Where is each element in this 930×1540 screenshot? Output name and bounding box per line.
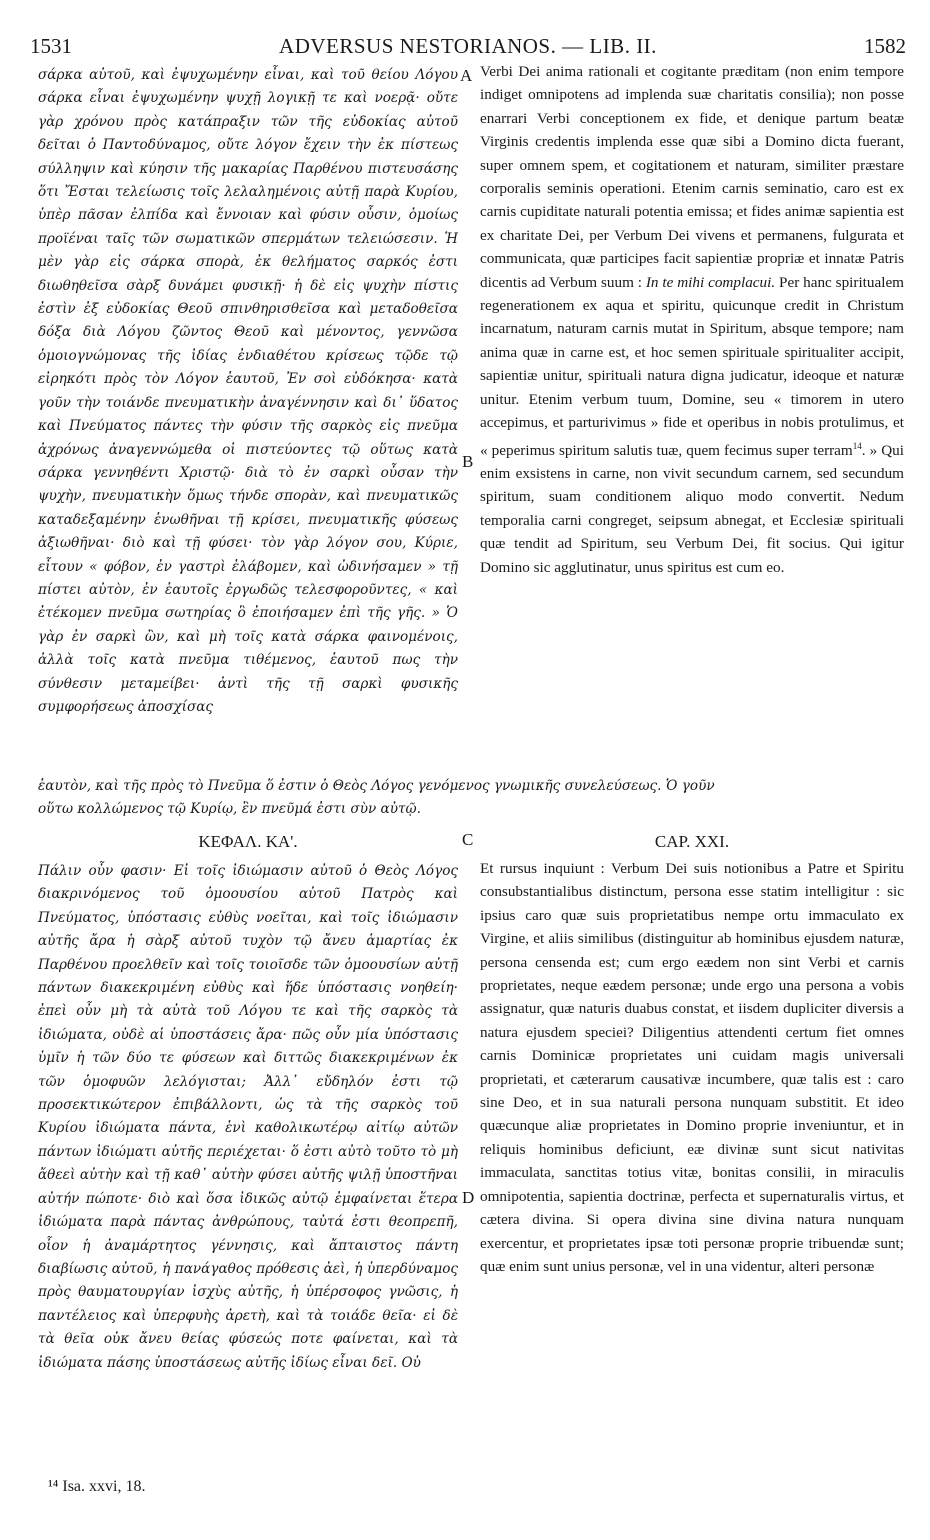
latin-column-top bbox=[480, 60, 904, 579]
chapter-heading-latin: CAP. XXI. bbox=[654, 832, 730, 851]
latin-top-text-2: Per hanc spiritualem regenerationem ex aqua et spiritu, quicunque credit in Christum incarnatum, naturam carnis mutat in Spiritum, absque tempore; nam anima quæ in carne est, et hoc semen spirituale spiritualiter accipit, sapientiæ unitur, spirituali natura digna judicatur, ideoque et naturæ unitur. Etenim verbum tuum, Domine, seu « timorem in utero accepimus, et parturivimus » fide et operibus in nobis protulimus, et « peperimus spiritum salutis tuæ, quem fecimus super terram bbox=[480, 273, 904, 459]
margin-marker-c: C bbox=[462, 830, 474, 849]
latin-top-text-1: Verbi Dei anima rationali et cogitante præditam (non enim tempore indiget omnipotens ad implenda suæ charitatis consilia); non posse enarrari Verbi conceptionem ex fide, et denique partum beatæ Virginis credentis implenda esse quæ sibi a Domino dicta fuerant, super omnem spem, et cogitationem et naturam, similiter præstare corporalis seminis operationi. Etenim carnis seminatio, caro est ex carnis cupiditate naturali potentia emissa; et fides animæ sapientia est ex charitate Dei, per Verbum Dei vivens et permanens, fulgurata et communicata, quæ participes facit sapientiæ propriæ et innatæ Patris dicentis ad Verbum suum : bbox=[480, 63, 904, 291]
latin-column-bottom: Et rursus inquiunt : Verbum Dei suis notionibus a Patre et Spiritu consubstantialibus distinctum, persona esse statim intelligitur : sic ipsius caro quæ suis proprietatibus nempe ortu immaculato ex Virgine, et aliis similibus (distinguitur ab hominibus ejusdem naturæ, persona censenda est; cum ergo eædem non sint Verbi et carnis proprietates, neque eædem personæ; unde ergo una persona a vobis assignatur, quæ naturis duabus constat, et iisdem dupliciter diversis a natura ejusdem speciei? Diligentius attendenti certum fiet omnes carnis Dominicæ proprietates uni cuidam magis universali proprietati, et cæterarum causativæ incumbere, quæ talis est : caro sine Deo, et in sua naturali persona nunquam substitit. Et ideo quæcunque aliæ proprietates in Domino proprie inveniuntur, et in reliquis hominibus deficiunt, eæ divinæ sunt sicut nativitas immaculata, sanctitas totius vitæ, bonitas consilii, in miraculis omnipotentia, sapientia doctrinæ, perfecta et supernaturalis virtus, et cætera divina. Si opera divina sine divina natura nunquam exercentur, et proprietates ipsæ toti personæ proprie tribuendæ sunt; quæ enim sunt unius personæ, vel in una videntur, alteri personæ bbox=[480, 860, 904, 1275]
greek-column-top: σάρκα αὐτοῦ, καὶ ἐψυχωμένην εἶναι, καὶ τοῦ θείου Λόγου σάρκα εἶναι ἐψυχωμένην ψυχῇ λογικῇ τε καὶ νοερᾷ· οὔτε γὰρ χρόνου πρὸς κατάπραξιν τῶν τῆς εὐδοκίας αὐτοῦ δεῖται ὁ Παντοδύναμος, οὔτε λόγον ἔχειν τὴν ἐκ πίστεως σύλληψιν καὶ κύησιν τῆς μακαρίας Παρθένου πιστευσάσης ὅτι Ἔσται τελείωσις τοῖς λελαλημένοις αὐτῇ παρὰ Κυρίου, ὑπὲρ πᾶσαν ἐλπίδα καὶ ἔννοιαν καὶ φύσιν οὖσιν, ὁμοίως προϊέναι ταῖς τῶν σωματικῶν σπερμάτων τελειώσεσιν. Ἡ μὲν γὰρ εἰς σάρκα σπορὰ, ἐκ θελήματος σαρκός ἐστι διωθηθεῖσα σὰρξ δυνάμει φυσικῇ· ἡ δὲ εἰς ψυχὴν πίστις ἐστὶν ἐξ εὐδοκίας Θεοῦ σπινθηρισθεῖσα καὶ μεταδοθεῖσα δόξα διὰ Λόγου ζῶντος Θεοῦ καὶ μένοντος, γεννῶσα ὁμοιογνώμονας τῆς ἰδίας ἐνδιαθέτου κρίσεως τῷδε τῷ εἰρηκότι πρὸς τὸν Λόγον ἑαυτοῦ, Ἐν σοὶ εὐδόκησα· κατὰ γοῦν τὴν τοιάνδε πνευματικὴν ἀναγέννησιν καὶ δι᾽ ὕδατος καὶ Πνεύματος πάντες τὴν φύσιν τῆς σαρκὸς εἰς πνεῦμα ἀχρόνως ἀναγεννώμεθα οἱ πιστεύοντες τῷ οὕτως κατὰ σάρκα γεννηθέντι Χριστῷ· διὰ τὸ ἐν σαρκὶ οὖσαν τὴν ψυχὴν, πνευματικὴν ὅμως τήνδε σπορὰν, καὶ πνευματικῶς καταδεξαμένην ἑνωθῆναι τῇ κρίσει, πνευματικῆς φύσεως ἀξιωθῆναι· διὸ καὶ τῇ φύσει· τὸν γὰρ λόγον σου, Κύριε, εἶτουν « φόβον, ἐν γαστρὶ ἐλάβομεν, καὶ ὠδινήσαμεν » τῇ πίστει αὐτὸν, ἐν ἑαυτοῖς ἐργωδῶς τελεσφοροῦντες, « καὶ ἐτέκομεν πνεῦμα σωτηρίας ὃ ἐποιήσαμεν ἐπὶ τῆς γῆς. » Ὁ γὰρ ἐν σαρκὶ ὢν, καὶ μὴ τοῖς κατὰ σάρκα φαινομένοις, ἀλλὰ τοῖς κατὰ πνεῦμα τιθέμενος, ἑαυτοῦ πως τὴν σύνθεσιν μεταμείβει· ἀντὶ τῆς τῇ σαρκὶ φυσικῆς συμφορήσεως ἀποσχίσας bbox=[38, 67, 458, 715]
page-number-right: 1582 bbox=[864, 34, 906, 58]
margin-marker-a: A bbox=[460, 66, 473, 85]
greek-column-bottom: Πάλιν οὖν φασιν· Εἰ τοῖς ἰδιώμασιν αὐτοῦ ὁ Θεὸς Λόγος διακρινόμενος τοῦ ὁμοουσίου αὐτοῦ Πατρὸς καὶ Πνεύματος, ὑπόστασις εὐθὺς νοεῖται, καὶ τοῖς ἰδιώμασιν αὐτῆς ἄρα ἡ σὰρξ αὐτοῦ τυχὸν τῷ ἄνευ ἁμαρτίας ἐκ Παρθένου προελθεῖν καὶ τοῖς τοιοῖσδε τῶν ὁμοουσίων αὐτῇ πάντων διακεκριμένη εὐθὺς καὶ ἥδε ὑπόστασις νοηθείη· ἐπεὶ οὖν μὴ τὰ αὐτὰ τοῦ Λόγου τε καὶ τῆς σαρκὸς τὰ ἰδιώματα, οὐδὲ αἱ ὑποστάσεις ἄρα· πῶς οὖν μία ὑπόστασις ὑμῖν ἡ τῶν δύο τε φύσεων καὶ διττῶς διακεκριμένων ἐκ τῶν ὁμοφυῶν λελόγισται; Ἀλλ᾽ εὔδηλόν ἐστι τῷ προσεκτικώτερον ἐπιβάλλοντι, ὡς τὰ τῆς σαρκὸς τοῦ Κυρίου ἰδιώματα πάντα, ἑνὶ καθολικωτέρῳ αἰτίῳ αὐτῶν πάντων ἰδιώματι αὐτῆς περιέχεται· ὅ ἐστι αὐτὸ τοῦτο τὸ μὴ ἄθεεὶ αὐτὴν καὶ τῇ καθ᾽ αὑτὴν φύσει αὐτῆς ψιλῇ ὑποστῆναι αὐτήν πώποτε· διὸ καὶ ὅσα ἰδικῶς αὐτῷ ἐμφαίνεται ἕτερα ἰδιώματα παρὰ πάντας ἀνθρώπους, ταὐτά ἐστι θεοπρεπῆ, οἷον ἡ ἀναμάρτητος γέννησις, καὶ ἄπταιστος πάντη διαβίωσις αὐτοῦ, ἡ πανάγαθος πρόθεσις ἀεὶ, ἡ ὑπερδύναμος πρὸς θαυματουργίαν ἰσχὺς αὐτῆς, ἡ ὑπέρσοφος γνῶσις, ἡ παντέλειος καὶ ὑπερφυὴς ἀρετὴ, καὶ τὰ τοιάδε θεῖα· εἰ δὲ τὰ θεῖα οὐκ ἄνευ θείας φύσεώς ποτε φαίνεται, καὶ τὰ ἰδιώματα πάσης ὑποστάσεως αὐτῆς ἰδίως εἶναι δεῖ. Οὐ bbox=[38, 863, 458, 1371]
running-title: ADVERSUS NESTORIANOS. — LIB. II. bbox=[279, 34, 657, 58]
greek-full-width-lines bbox=[38, 775, 906, 822]
latin-top-text-3: . » Qui enim exsistens in carne, non vivit secundum carnem, sed secundum spiritum, suam conditionem aliquo modo convertit. Nedum temporalia carni congreget, seipsum abnegat, et Ecclesiæ spirituali quæ tendit ad Spiritum, seu Verbum Dei, fit socius. Qui igitur Domino sic agglutinatur, unus spiritus est cum eo. bbox=[480, 441, 904, 576]
margin-marker-d: D bbox=[462, 1188, 475, 1207]
page-number-left: 1531 bbox=[30, 34, 72, 58]
greek-full-line-2: οὕτω κολλώμενος τῷ Κυρίῳ, ἓν πνεῦμά ἐστι σὺν αὐτῷ. bbox=[38, 801, 421, 818]
greek-full-line-1: ἑαυτὸν, καὶ τῆς πρὸς τὸ Πνεῦμα ὅ ἐστιν ὁ Θεὸς Λόγος γενόμενος γνωμικῆς συνελεύσεως. Ὁ γοῦν bbox=[38, 778, 715, 794]
footnote: ¹⁴ Isa. xxvi, 18. bbox=[48, 1478, 146, 1495]
page-header bbox=[30, 34, 906, 60]
chapter-heading-greek: ΚΕΦΑΛ. ΚΑ'. bbox=[198, 832, 298, 851]
footnote-ref: 14 bbox=[852, 440, 862, 451]
margin-marker-b: B bbox=[462, 452, 474, 471]
latin-top-quotation: In te mihi complacui. bbox=[645, 273, 776, 291]
